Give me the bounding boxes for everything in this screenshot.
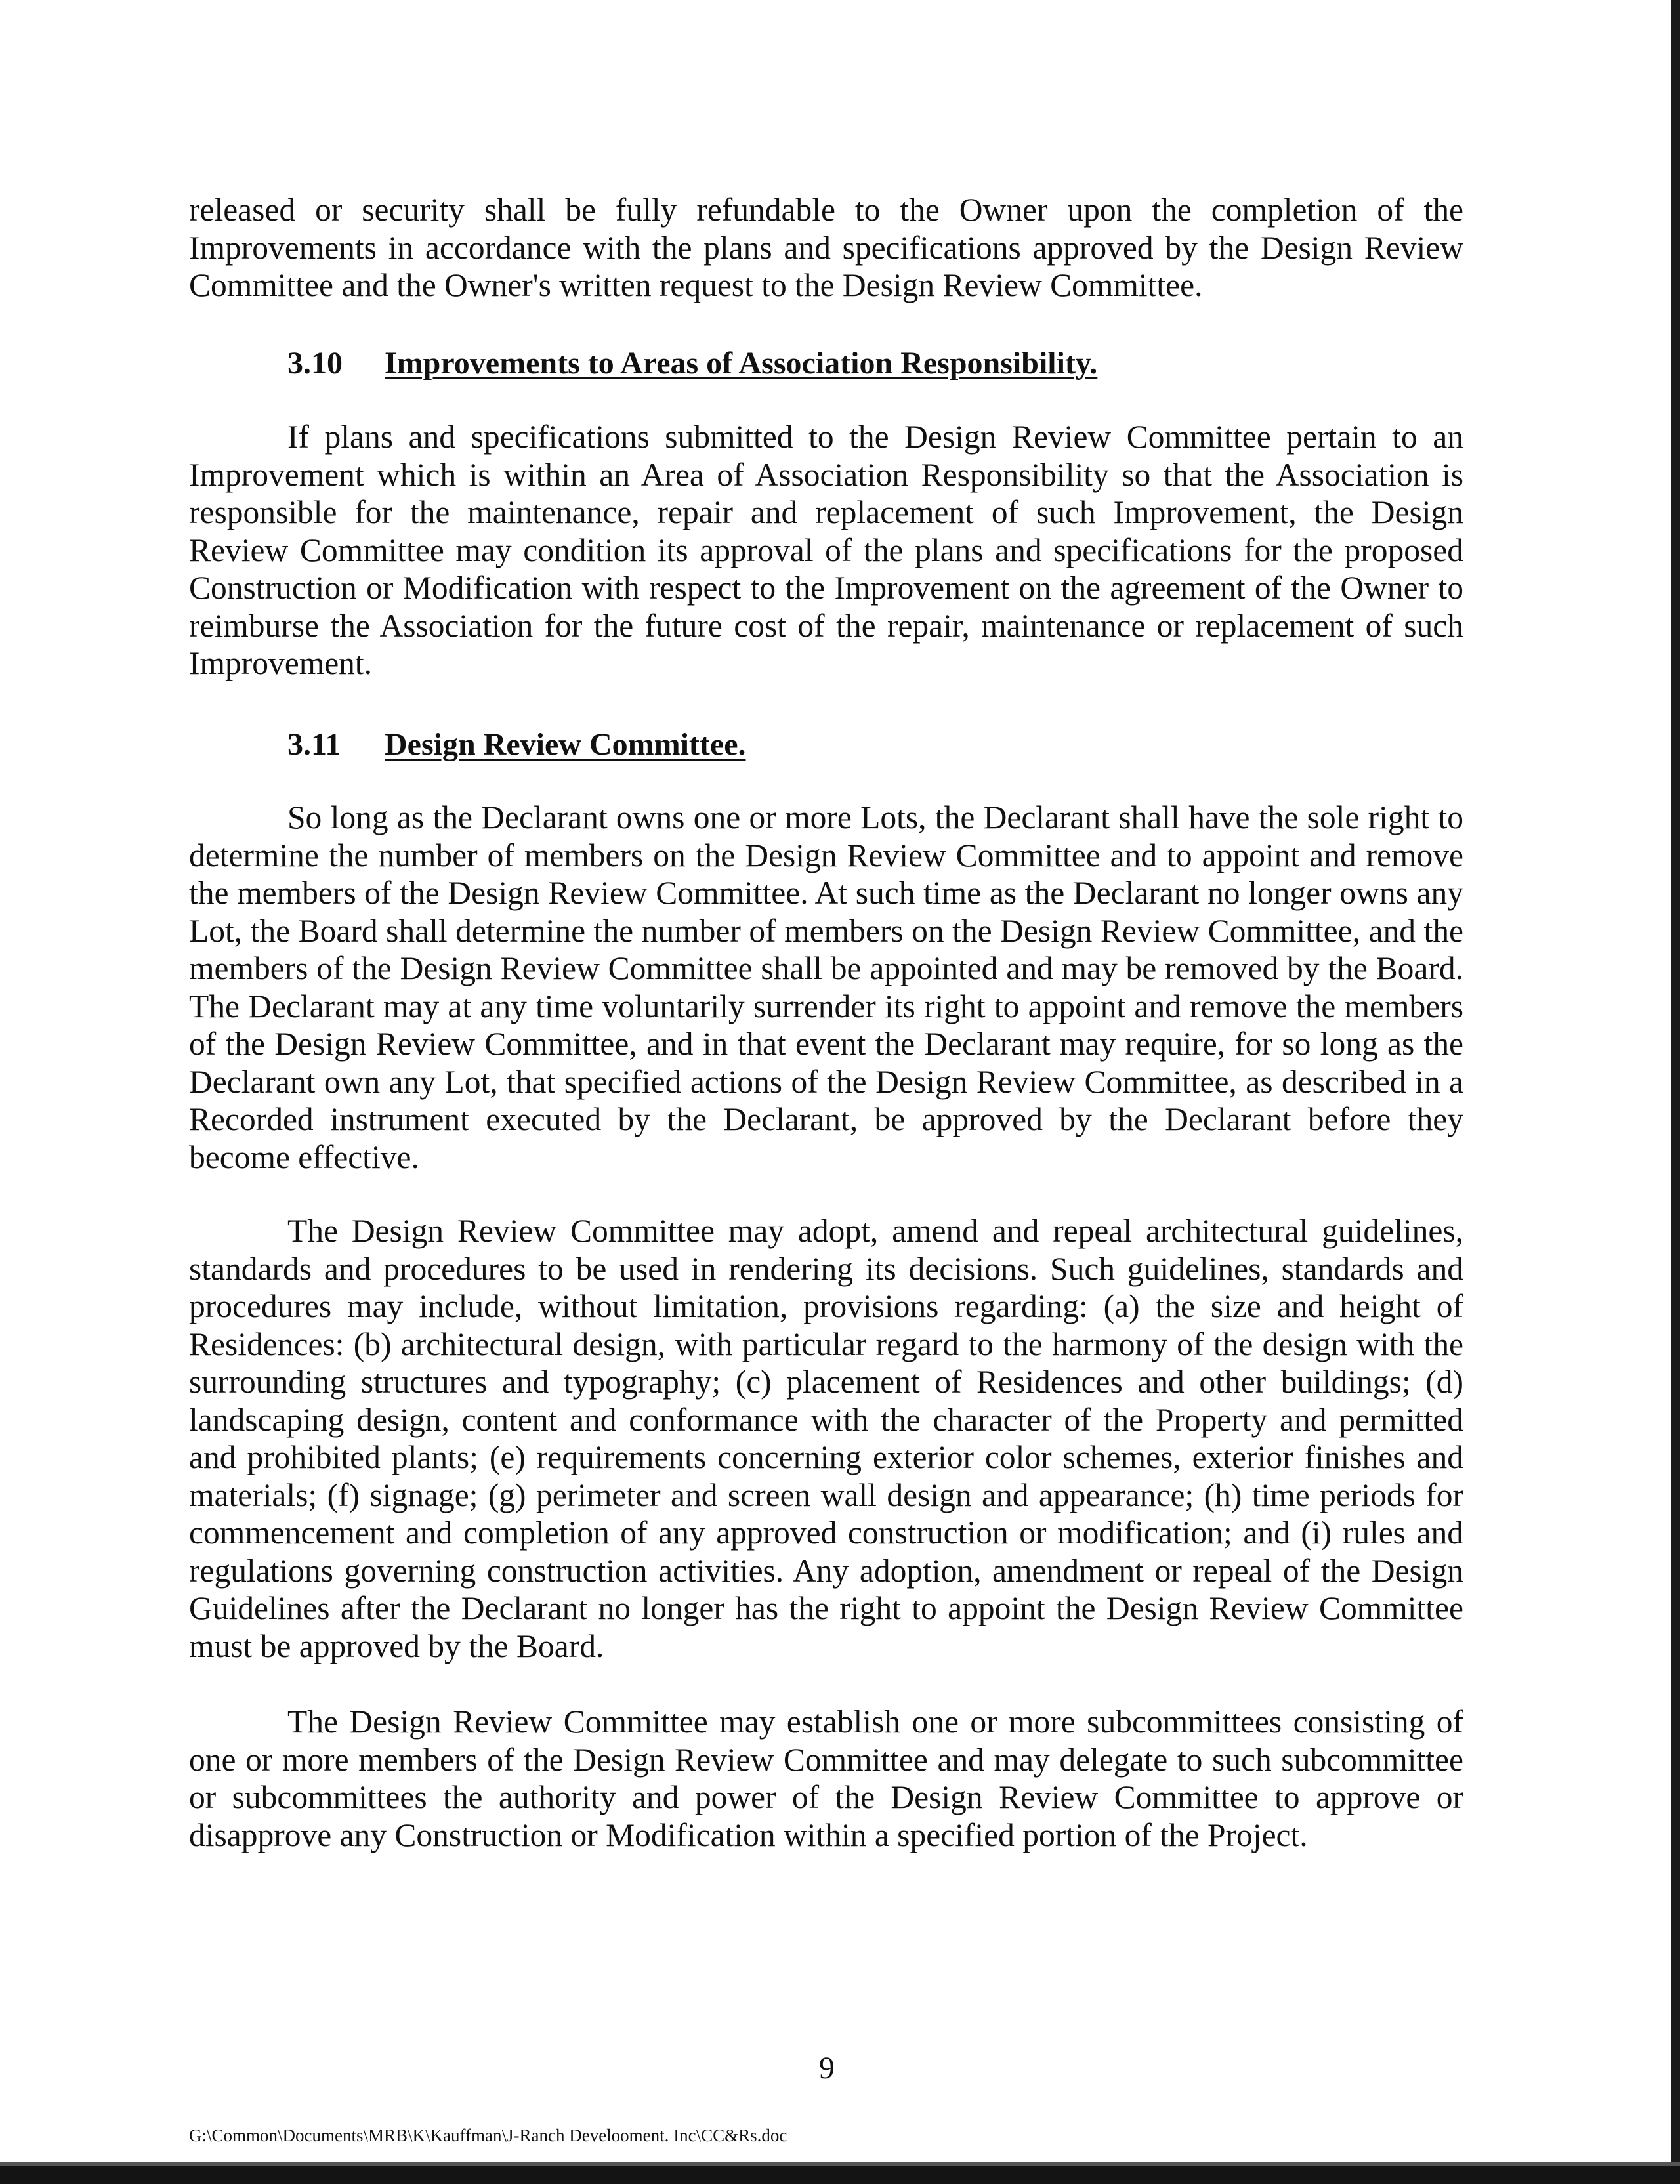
section-3-11-paragraph-2: The Design Review Committee may adopt, amend and repeal architectural guidelines, standards and procedures to be used in rendering its decisions. Such guidelines, standards and procedures may include, without limitation, provisions regarding: (a) the size and height of Residences: (b) architectural design, with particular regard to the harmony of the design with the surrounding structures and typography; (c) placement of Residences and other buildings; (d) landscaping design, content and conformance with the character of the Property and permitted and prohibited plants; (e) requirements concerning exterior color schemes, exterior finishes and materials; (f) signage; (g) perimeter and screen wall design and appearance; (h) time periods for commencement and completion of any approved construction or modification; and (i) rules and regulations governing construction activities. Any adoption, amendment or repeal of the Design Guidelines after the Declarant no longer has the right to appoint the Design Review Committee must be approved by the Board. [189, 1213, 1463, 1664]
section-3-10-paragraph: If plans and specifications submitted to the Design Review Committee pertain to an Improvement which is within an Area of Association Responsibility so that the Association is responsible for the maintenance, repair and replacement of such Improvement, the Design Review Committee may condition its approval of the plans and specifications for the proposed Construction or Modification with respect to the Improvement on the agreement of the Owner to reimburse the Association for the future cost of the repair, maintenance or replacement of such Improvement. [189, 419, 1463, 681]
footer-file-path: G:\Common\Documents\MRB\K\Kauffman\J-Ranch Develooment. Inc\CC&Rs.doc [189, 2126, 788, 2145]
section-number: 3.10 [287, 346, 343, 381]
section-heading-3-11 [287, 726, 746, 763]
scan-edge-right [1671, 0, 1680, 2184]
carryover-paragraph: released or security shall be fully refundable to the Owner upon the completion of the Improvements in accordance with the plans and specifications approved by the Design Review Committee and the Owner's written request to the Design Review Committee. [189, 192, 1463, 303]
section-3-11-paragraph-3: The Design Review Committee may establish one or more subcommittees consisting of one or more members of the Design Review Committee and may delegate to such subcommittee or subcommittees the authority and power of the Design Review Committee to approve or disapprove any Construction or Modification within a specified portion of the Project. [189, 1704, 1463, 1853]
section-title: Design Review Committee. [385, 727, 746, 762]
scan-edge-bottom [0, 2166, 1680, 2184]
page-number: 9 [819, 2051, 835, 2086]
section-heading-3-10 [287, 345, 1097, 382]
section-title: Improvements to Areas of Association Responsibility. [385, 346, 1098, 381]
section-3-11-paragraph-1: So long as the Declarant owns one or more Lots, the Declarant shall have the sole right to determine the number of members on the Design Review Committee and to appoint and remove the members of the Design Review Committee. At such time as the Declarant no longer owns any Lot, the Board shall determine the number of members on the Design Review Committee, and the members of the Design Review Committee shall be appointed and may be removed by the Board. The Declarant may at any time voluntarily surrender its right to appoint and remove the members of the Design Review Committee, and in that event the Declarant may require, for so long as the Declarant own any Lot, that specified actions of the Design Review Committee, as described in a Recorded instrument executed by the Declarant, be approved by the Declarant before they become effective. [189, 799, 1463, 1175]
section-number: 3.11 [287, 727, 341, 762]
